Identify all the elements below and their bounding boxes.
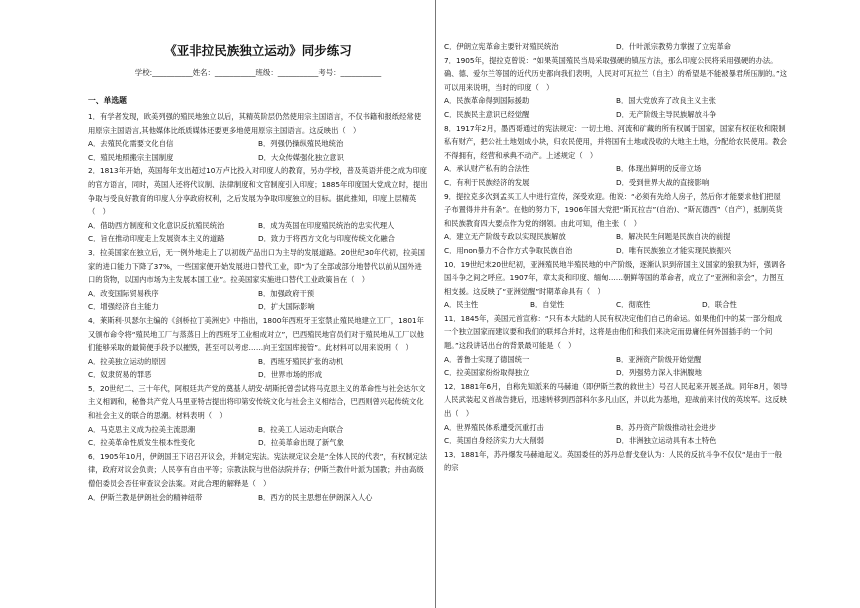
column-divider xyxy=(435,0,436,608)
option-c: C．奴隶贸易的罪恶 xyxy=(88,370,152,380)
option-a: A．伊斯兰教是伊朗社会的精神纽带 xyxy=(88,492,203,502)
option-d: D．拉美革命出现了新气象 xyxy=(258,438,344,448)
option-c: C．增强经济自主能力 xyxy=(88,302,159,312)
option-a: A．承认财产私有的合法性 xyxy=(444,164,530,174)
option-d: D．列强势力深入非洲腹地 xyxy=(616,368,702,378)
option-d: D．非洲独立运动具有本土特色 xyxy=(616,436,717,446)
option-d: D．无产阶级主导民族解放斗争 xyxy=(616,109,717,119)
option-c: C．有利于民族经济的发展 xyxy=(444,177,530,187)
question-1: 1．有学者发现，欧美列强的殖民地独立以后，其精英阶层仍然使用宗主国语言，不仅书籍和报纸经常使用原宗主国语言,其他媒体比纸质媒体还要更多地使用原宗主国语言。这反映出（ ） xyxy=(88,112,421,135)
question-12-options xyxy=(444,421,788,448)
question-11: 11．1845年，美国元首宣称：“只有本大陆的人民有权决定他们自己的命运。如果他们中的某一部分组成一个独立国家而建议要和我们的联邦合并时，这将是由他们和我们来决定而毋庸任何外国插手的一个问题。”这段讲话出台的背景最可能是（ ） xyxy=(444,313,783,351)
question-11-options xyxy=(444,353,788,380)
option-d: D．唯有民族独立才能实现民族振兴 xyxy=(616,245,732,255)
option-b: B．解决民生问题是民族自决的前提 xyxy=(616,232,731,242)
question-5: 5．20世纪二、三十年代，阿根廷共产党的奠基人胡安·胡斯托曾尝试将马克思主义的革命性与社会达尔文主义相调和，秘鲁共产党人马里亚特吉提出将印第安传统文化与社会主义相结合，巴西则曾兴起传统文化和社会主义的联合的思潮。材料表明（ ） xyxy=(88,383,426,421)
option-a: A．民主性 xyxy=(444,300,479,310)
option-b: B．国大党放弃了改良主义主张 xyxy=(616,96,716,106)
option-c: C．民族民主意识已经觉醒 xyxy=(444,109,530,119)
option-d: D．什叶派宗教势力掌握了立宪革命 xyxy=(616,42,732,51)
option-a: A．马克思主义成为拉美主流思潮 xyxy=(88,424,196,434)
option-c: C．拉美国家纷纷取得独立 xyxy=(444,368,530,378)
option-c: C．殖民地照搬宗主国制度 xyxy=(88,152,174,162)
option-b: B．加强政府干预 xyxy=(258,288,315,298)
option-b: B．亚洲资产阶级开始觉醒 xyxy=(616,354,702,364)
option-b: B．西班牙殖民扩张的动机 xyxy=(258,356,344,366)
option-b: B．西方的民主思想在伊朗深入人心 xyxy=(258,492,373,502)
question-9: 9．提拉克多次到孟买工人中进行宣传，深受欢迎。他说：“必须有先给人房子，然后你才能要求他们把屋子布置得井井有条”。在他的努力下，1906年国大党把“斯瓦拉吉”(自治)、“斯瓦德西”（自产），抵制英货和民族教育四大要点作为党的纲领。由此可知，他主张（ ） xyxy=(444,191,783,228)
left-column xyxy=(88,0,428,608)
question-2-options xyxy=(88,219,428,246)
option-c: C．拉美革命性质发生根本性变化 xyxy=(88,438,196,448)
document-title: 《亚非拉民族独立运动》同步练习 xyxy=(164,43,352,58)
question-3: 3．拉美国家在独立后，无一例外地走上了以初级产品出口为主导的发展道路。20世纪30年代初，拉美国家的进口能力下降了37%，一些国家便开始发展进口替代工业，即“为了全部或部分地替代以前从国外进口的货物，以国内市场为主发展本国工业”。拉美国家实施进口替代工业政策旨在（ ） xyxy=(88,247,425,285)
option-b: B．苏丹资产阶级推动社会进步 xyxy=(616,422,716,432)
option-d: D．致力于将西方文化与印度传统文化融合 xyxy=(258,234,395,244)
question-12: 12．1881年6月，自称先知派来的马赫迪（即伊斯兰教的救世主）号召人民起来开展圣战。同年8月，领导人民武装起义首战告捷后，迅速转移到西部科尔多凡山区，并以此为基地，迎战前来讨伐的英埃军。这反映出（ ） xyxy=(444,381,788,419)
student-info-line: 学校:___________姓名：___________班级：___________考号：___________ xyxy=(134,68,382,77)
option-c: C．旨在推动印度走上发展资本主义的道路 xyxy=(88,234,225,244)
question-9-options xyxy=(444,230,788,257)
question-13: 13．1881年，苏丹爆发马赫迪起义。英国委任的苏丹总督戈登认为：人民的反抗斗争不仅仅“是由于一般的宗 xyxy=(444,449,783,473)
option-b: B．成为英国在印度殖民统治的忠实代理人 xyxy=(258,220,395,230)
option-a: A．拉美独立运动的原因 xyxy=(88,356,166,366)
question-8-options xyxy=(444,162,788,189)
option-d: D．大众传媒强化独立意识 xyxy=(258,152,344,162)
option-c: C．用non暴力不合作方式争取民族自治 xyxy=(444,245,573,255)
option-c: C．伊朗立宪革命主要针对殖民统治 xyxy=(444,42,559,51)
section-heading: 一、单选题 xyxy=(88,96,127,105)
option-d: D．世界市场的形成 xyxy=(258,370,322,380)
option-b: B．自觉性 xyxy=(530,300,565,310)
question-4-options xyxy=(88,355,428,382)
question-6-options xyxy=(88,491,428,505)
question-10-options xyxy=(444,298,788,312)
question-6: 6．1905年10月，伊朗国王下诏召开议会，并制定宪法。宪法规定议会是“全体人民的代表”，有权制定法律，政府对议会负责；人民享有自由平等；宗教法院与世俗法院并存；伊斯兰教什叶派为国教；并由高级僧侣委员会否任审查议会法案。对此合理的解释是（ ） xyxy=(88,451,428,489)
option-d: D．受到世界大战的直接影响 xyxy=(616,177,710,187)
right-column xyxy=(444,0,788,608)
question-7-options xyxy=(444,94,788,121)
question-7: 7．1905年，提拉克曾说：“如果英国殖民当局采取强硬的镇压方法，那么印度公民将采用强硬的办法。确、德、爱尔兰等国的近代历史都向我们表明，人民对可瓦拉兰（自主）的希望是不能被暴君所压制的。”这可以用来说明，当时的印度（ ） xyxy=(444,55,788,92)
question-5-options xyxy=(88,423,428,450)
option-a: A．普鲁士实现了德国统一 xyxy=(444,354,530,364)
question-8: 8．1917年2月，墨西哥通过的宪法规定：一切土地、河流和矿藏的所有权属于国家，国家有权征收和限制私有财产，把公社土地划成小块，归农民使用，并将国有土地或没收的大地主土地，分配给农民使用。教会不得拥有，经营和承典不动产。上述规定（ ） xyxy=(444,123,787,160)
question-1-options xyxy=(88,137,428,164)
question-10: 10．19世纪末20世纪初，亚洲殖民地半殖民地的中产阶级，逐渐认识到帝国主义国家的狼狈为奸，强调各国斗争之间之呼应。1907年，章太炎和印度、缅甸……朝鲜等国的革命者，成立了“亚洲和亲会”，力图互相支援。这反映了“亚洲觉醒”时期革命具有（ ） xyxy=(444,259,786,296)
option-c: C．英国自身经济实力大大削弱 xyxy=(444,436,544,446)
option-b: B．拉美工人运动走向联合 xyxy=(258,424,344,434)
option-b: B．列强仍操纵殖民地统治 xyxy=(258,139,344,149)
option-b: B．体现出鲜明的反帝立场 xyxy=(616,164,702,174)
option-c: C．彻底性 xyxy=(616,300,651,310)
option-a: A．民族革命得到国际援助 xyxy=(444,96,530,106)
option-a: A．建立无产阶级专政以实现民族解放 xyxy=(444,232,566,242)
question-6-options-cont xyxy=(444,40,788,54)
option-a: A．世界殖民体系遭受沉重打击 xyxy=(444,422,544,432)
option-d: D．扩大国际影响 xyxy=(258,302,315,312)
question-4: 4．莱斯利·贝瑟尔主编的《剑桥拉丁美洲史》中指出，1800年西班牙王室禁止殖民地建立工厂，1801年又颁布命令将“殖民地工厂与蒸蒸日上的西班牙工业相成对立”，巴西殖民地官员们对于殖民地从工厂以他们能够采取的最简便手段予以摧毁，甚至可以考虑……向王室国库接管”。此材料可以用来说明（ ） xyxy=(88,315,424,353)
option-a: A．借助西方制度和文化意识反抗殖民统治 xyxy=(88,220,225,230)
option-a: A．改变国际贸易秩序 xyxy=(88,288,159,298)
option-a: A．去殖民化需要文化自信 xyxy=(88,139,174,149)
question-2: 2．1813年开始，英国每年支出超过10万卢比投入对印度人的教育，另办学校，普及英语并使之成为印度的官方语言，同时，英国人还将代议制、法律制度和文官制度引入印度；1885年印度国大党成立时，提出争取与受良好教育的印度人分享政府权利，之后发展为争取印度独立的目标。据此推知，印度上层精英（ ） xyxy=(88,166,428,217)
question-3-options xyxy=(88,287,428,314)
option-d: D．联合性 xyxy=(702,300,737,310)
